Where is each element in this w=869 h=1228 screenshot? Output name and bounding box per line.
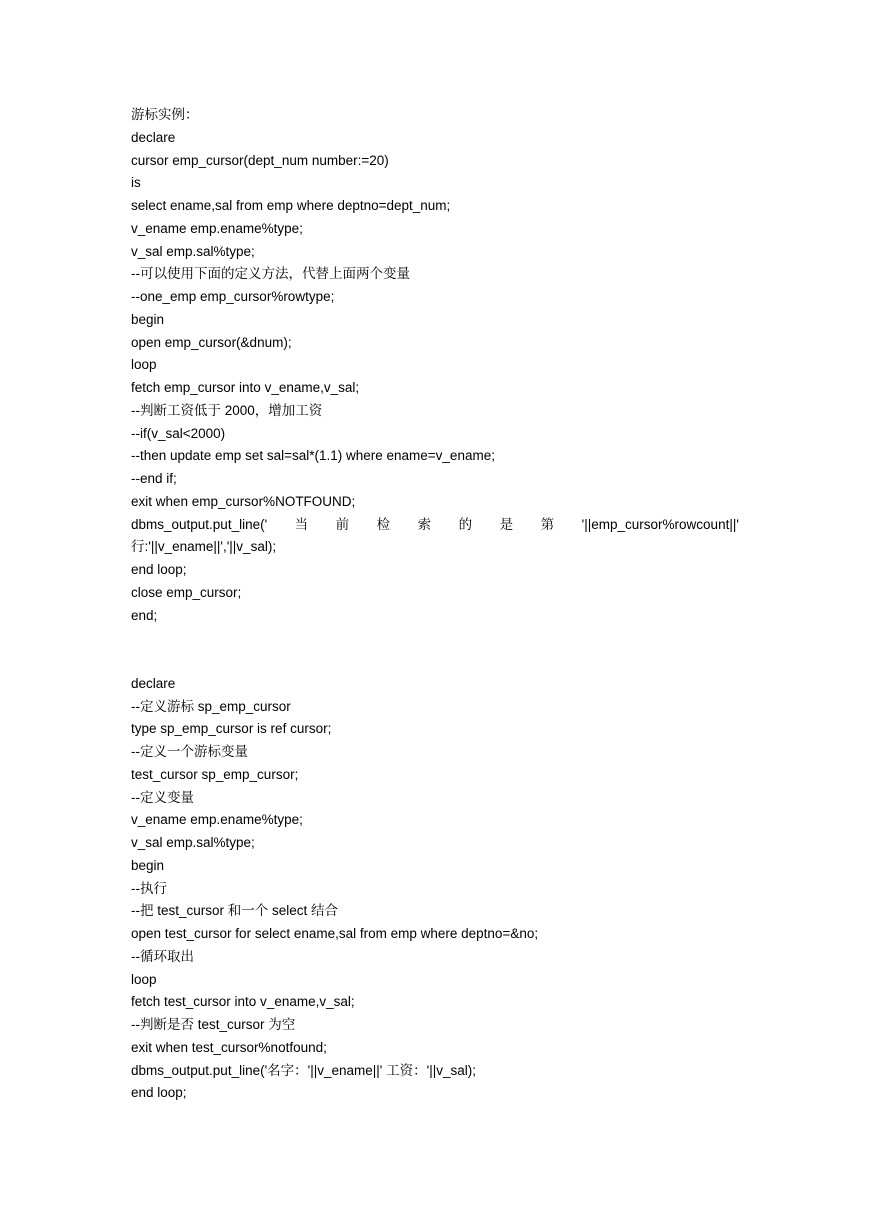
code-line: dbms_output.put_line('名字：'||v_ename||' 工资：'||v_sal); bbox=[131, 1062, 476, 1078]
put-line-part: 是 bbox=[499, 516, 514, 532]
put-line-part: 前 bbox=[335, 516, 350, 532]
code-line: end; bbox=[131, 607, 158, 623]
code-line: v_sal emp.sal%type; bbox=[131, 835, 255, 850]
code-line: open emp_cursor(&dnum); bbox=[131, 334, 292, 350]
code-line: cursor emp_cursor(dept_num number:=20) bbox=[131, 152, 389, 168]
code-line: end loop; bbox=[131, 1085, 187, 1101]
code-line: v_ename emp.ename%type; bbox=[131, 812, 303, 828]
code-comment-line: --if(v_sal<2000) bbox=[131, 425, 226, 441]
code-line: declare bbox=[131, 129, 176, 145]
code-line: test_cursor sp_emp_cursor; bbox=[131, 766, 299, 782]
code-line: exit when test_cursor%notfound; bbox=[131, 1039, 327, 1055]
code-line: open test_cursor for select ename,sal from emp where deptno=&no; bbox=[131, 926, 539, 941]
code-line: fetch test_cursor into v_ename,v_sal; bbox=[131, 994, 355, 1010]
code-line: fetch emp_cursor into v_ename,v_sal; bbox=[131, 380, 360, 395]
code-line: is bbox=[131, 175, 141, 191]
code-comment-line: --one_emp emp_cursor%rowtype; bbox=[131, 289, 335, 304]
code-comment-line: --把 test_cursor 和一个 select 结合 bbox=[131, 903, 339, 919]
code-line: loop bbox=[131, 971, 157, 987]
code-comment-line: --判断是否 test_cursor 为空 bbox=[131, 1017, 296, 1032]
code-line: v_ename emp.ename%type; bbox=[131, 220, 303, 236]
code-comment-line: --定义变量 bbox=[131, 789, 194, 805]
code-comment-line: --循环取出 bbox=[131, 948, 194, 964]
code-comment-line: --执行 bbox=[131, 880, 167, 896]
block-separator bbox=[131, 627, 741, 673]
code-block-2 bbox=[131, 673, 741, 1105]
code-comment-line: --可以使用下面的定义方法，代替上面两个变量 bbox=[131, 266, 410, 282]
put-line-statement bbox=[131, 514, 739, 537]
code-comment-line: --判断工资低于 2000，增加工资 bbox=[131, 402, 323, 418]
code-line: close emp_cursor; bbox=[131, 584, 242, 600]
code-line: 游标实例： bbox=[131, 107, 199, 122]
document-body bbox=[131, 104, 741, 1105]
code-comment-line: --then update emp set sal=sal*(1.1) where ename=v_ename; bbox=[131, 448, 495, 464]
put-line-part: 索 bbox=[417, 516, 432, 532]
code-comment-line: --定义一个游标变量 bbox=[131, 744, 248, 759]
code-line: exit when emp_cursor%NOTFOUND; bbox=[131, 493, 356, 509]
code-line: type sp_emp_cursor is ref cursor; bbox=[131, 721, 332, 737]
put-line-part: 第 bbox=[540, 516, 555, 532]
code-line: select ename,sal from emp where deptno=dept_num; bbox=[131, 198, 451, 213]
put-line-part: '||emp_cursor%rowcount||' bbox=[581, 516, 739, 532]
put-line-part: 检 bbox=[376, 516, 391, 532]
code-comment-line: --end if; bbox=[131, 471, 177, 486]
code-line: end loop; bbox=[131, 562, 187, 577]
put-line-part: 的 bbox=[458, 516, 473, 532]
code-line: 行:'||v_ename||','||v_sal); bbox=[131, 539, 277, 555]
code-line: declare bbox=[131, 675, 176, 691]
code-line: v_sal emp.sal%type; bbox=[131, 243, 255, 259]
put-line-part: 当 bbox=[294, 516, 309, 532]
code-comment-line: --定义游标 sp_emp_cursor bbox=[131, 698, 291, 714]
code-block-1 bbox=[131, 104, 741, 627]
code-line: begin bbox=[131, 311, 165, 327]
code-line: begin bbox=[131, 857, 165, 873]
code-line: loop bbox=[131, 357, 157, 373]
put-line-part: dbms_output.put_line(' bbox=[131, 516, 268, 532]
